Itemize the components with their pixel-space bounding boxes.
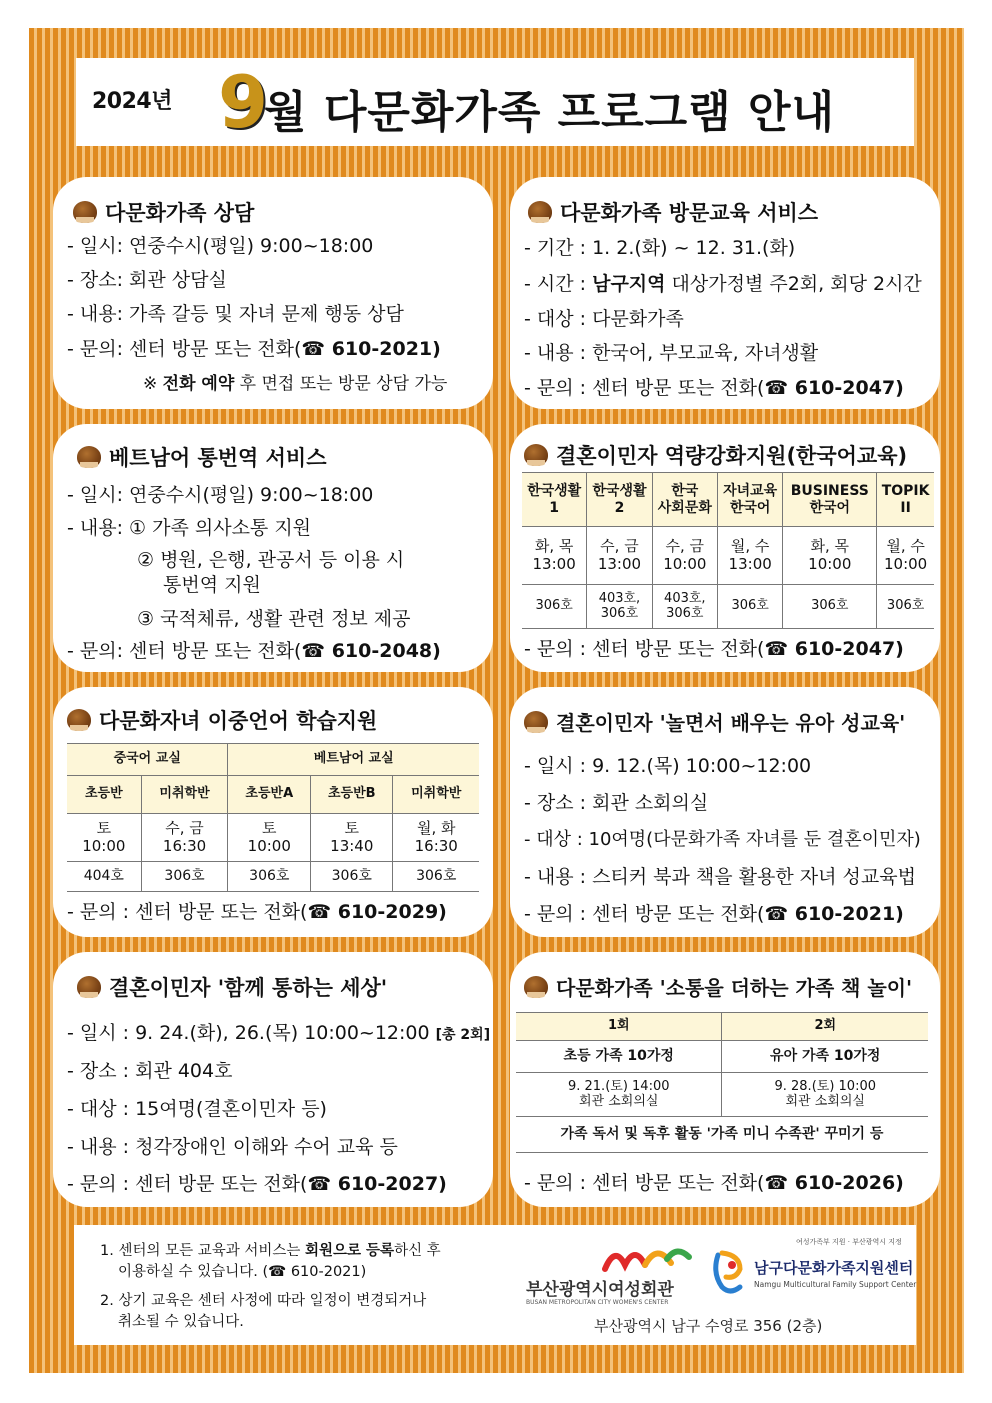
korean-room-6: 306호 [877, 585, 934, 629]
chestnut-icon [73, 201, 97, 223]
bookplay-card [510, 952, 940, 1207]
visit-time: - 시간 : 남구지역 대상가정별 주2회, 회당 2시간 [524, 273, 922, 295]
visit-period: - 기간 : 1. 2.(화) ~ 12. 31.(화) [524, 237, 796, 259]
bilingual-sub-2: 미취학반 [141, 776, 228, 814]
visit-content: - 내용 : 한국어, 부모교육, 자녀생활 [524, 342, 819, 364]
bilingual-room-1: 404호 [67, 862, 141, 892]
korean-room-1: 306호 [522, 585, 587, 629]
together-time: - 일시 : 9. 24.(화), 26.(목) 10:00~12:00 [총 2회] [67, 1022, 491, 1044]
bookplay-contact: - 문의 : 센터 방문 또는 전화(☎ 610-2026) [524, 1172, 904, 1194]
sexed-content: - 내용 : 스티커 북과 책을 활용한 자녀 성교육법 [524, 866, 916, 888]
bilingual-room-5: 306호 [393, 862, 479, 892]
korean-contact: - 문의 : 센터 방문 또는 전화(☎ 610-2047) [524, 638, 904, 660]
chestnut-icon [524, 444, 548, 466]
bookplay-date-2: 9. 28.(토) 10:00 회관 소회의실 [722, 1073, 928, 1117]
bookplay-table [516, 1012, 928, 1153]
support-center-name-en: Namgu Multicultural Family Support Center [754, 1280, 917, 1289]
footer-note-1: 1. 센터의 모든 교육과 서비스는 회원으로 등록하신 후 이용하실 수 있습니다. (☎ 610-2021) [100, 1243, 441, 1281]
counseling-title: 다문화가족 상담 [73, 197, 254, 227]
together-content: - 내용 : 청각장애인 이해와 수어 교육 등 [67, 1136, 398, 1158]
bookplay-title: 다문화가족 '소통을 더하는 가족 책 놀이' [524, 972, 912, 1001]
bookplay-group-2: 유아 가족 10가정 [722, 1041, 928, 1073]
interpret-contact: - 문의: 센터 방문 또는 전화(☎ 610-2048) [67, 640, 441, 662]
visit-contact: - 문의 : 센터 방문 또는 전화(☎ 610-2047) [524, 377, 904, 399]
bookplay-date-1: 9. 21.(토) 14:00 회관 소회의실 [516, 1073, 722, 1117]
bilingual-schedule-table [67, 743, 479, 892]
sexed-contact: - 문의 : 센터 방문 또는 전화(☎ 610-2021) [524, 903, 904, 925]
sexed-title: 결혼이민자 '놀면서 배우는 유아 성교육' [524, 707, 905, 736]
bilingual-sub-1: 초등반 [67, 776, 141, 814]
together-target: - 대상 : 15여명(결혼이민자 등) [67, 1098, 327, 1120]
visit-target: - 대상 : 다문화가족 [524, 308, 684, 330]
bookplay-group-1: 초등 가족 10가정 [516, 1041, 722, 1073]
womens-center-logo-icon [601, 1241, 693, 1273]
visit-title: 다문화가족 방문교육 서비스 [528, 197, 818, 227]
footer [74, 1225, 916, 1345]
korean-header-2: 한국생활 2 [587, 473, 652, 527]
counseling-content: - 내용: 가족 갈등 및 자녀 문제 행동 상담 [67, 303, 404, 325]
korean-time-5: 화, 목 10:00 [783, 527, 877, 585]
bilingual-card [53, 687, 493, 937]
korean-room-4: 306호 [717, 585, 782, 629]
sexed-place: - 장소 : 회관 소회의실 [524, 792, 709, 814]
sexed-card [510, 687, 940, 937]
bilingual-room-3: 306호 [228, 862, 311, 892]
bilingual-time-5: 월, 화 16:30 [393, 814, 479, 862]
korean-room-3: 403호, 306호 [652, 585, 717, 629]
chestnut-icon [67, 709, 91, 731]
together-contact: - 문의 : 센터 방문 또는 전화(☎ 610-2027) [67, 1173, 447, 1195]
interpret-content-2b: 통번역 지원 [163, 574, 261, 596]
chestnut-icon [528, 201, 552, 223]
korean-header-6: TOPIK II [877, 473, 934, 527]
korean-time-3: 수, 금 10:00 [652, 527, 717, 585]
chestnut-icon [77, 446, 101, 468]
korean-header-4: 자녀교육 한국어 [717, 473, 782, 527]
interpret-content-2: ② 병원, 은행, 관공서 등 이용 시 [137, 549, 405, 571]
counseling-contact: - 문의: 센터 방문 또는 전화(☎ 610-2021) [67, 338, 441, 360]
together-card [53, 952, 493, 1207]
sexed-target: - 대상 : 10여명(다문화가족 자녀를 둔 결혼이민자) [524, 829, 921, 850]
korean-room-2: 403호, 306호 [587, 585, 652, 629]
page-title: 월 다문화가족 프로그램 안내 [264, 87, 836, 138]
korean-schedule-table [522, 472, 934, 629]
korean-card [510, 424, 940, 672]
counseling-time: - 일시: 연중수시(평일) 9:00~18:00 [67, 235, 374, 257]
interpret-content-3: ③ 국적체류, 생활 관련 정보 제공 [137, 608, 411, 630]
korean-title: 결혼이민자 역량강화지원(한국어교육) [524, 440, 907, 470]
interpret-time: - 일시: 연중수시(평일) 9:00~18:00 [67, 484, 374, 506]
interpret-title: 베트남어 통번역 서비스 [77, 442, 326, 472]
bilingual-sub-3: 초등반A [228, 776, 311, 814]
footer-note-2: 2. 상기 교육은 센터 사정에 따라 일정이 변경되거나 취소될 수 있습니다. [100, 1293, 427, 1331]
korean-time-2: 수, 금 13:00 [587, 527, 652, 585]
counseling-note: ※ 전화 예약 후 면접 또는 방문 상담 가능 [143, 374, 448, 394]
support-center-affiliation: 여성가족부 지원 · 부산광역시 지정 [796, 1238, 902, 1246]
bilingual-time-1: 토 10:00 [67, 814, 141, 862]
address: 부산광역시 남구 수영로 356 (2층) [594, 1317, 823, 1335]
bilingual-room-4: 306호 [311, 862, 393, 892]
interpret-content-1: - 내용: ① 가족 의사소통 지원 [67, 517, 312, 539]
chestnut-icon [524, 976, 548, 998]
womens-center-name: 부산광역시여성회관 [526, 1280, 674, 1300]
bilingual-room-2: 306호 [141, 862, 228, 892]
bilingual-sub-5: 미취학반 [393, 776, 479, 814]
title-year: 2024년 [92, 89, 172, 114]
korean-header-5: BUSINESS 한국어 [783, 473, 877, 527]
bookplay-session-2: 2회 [722, 1013, 928, 1041]
visit-card [510, 177, 940, 409]
support-center-name: 남구다문화가족지원센터 [754, 1259, 914, 1277]
bookplay-session-1: 1회 [516, 1013, 722, 1041]
interpret-card [53, 424, 493, 672]
bilingual-time-3: 토 10:00 [228, 814, 311, 862]
bookplay-activity: 가족 독서 및 독후 활동 '가족 미니 수족관' 꾸미기 등 [516, 1117, 928, 1153]
bilingual-group-vietnamese: 베트남어 교실 [228, 744, 479, 776]
chestnut-icon [524, 711, 548, 733]
counseling-card [53, 177, 493, 409]
korean-time-4: 월, 수 13:00 [717, 527, 782, 585]
bilingual-group-chinese: 중국어 교실 [67, 744, 228, 776]
korean-header-1: 한국생활 1 [522, 473, 587, 527]
title-month: 9 [218, 60, 269, 144]
chestnut-icon [77, 976, 101, 998]
title-banner [76, 58, 914, 146]
bilingual-sub-4: 초등반B [311, 776, 393, 814]
bilingual-time-4: 토 13:40 [311, 814, 393, 862]
support-center-logo-icon [710, 1249, 750, 1295]
korean-header-3: 한국 사회문화 [652, 473, 717, 527]
bilingual-time-2: 수, 금 16:30 [141, 814, 228, 862]
together-title: 결혼이민자 '함께 통하는 세상' [77, 972, 387, 1002]
bilingual-title: 다문화자녀 이중언어 학습지원 [67, 705, 377, 735]
korean-room-5: 306호 [783, 585, 877, 629]
womens-center-name-en: BUSAN METROPOLITAN CITY WOMEN'S CENTER [526, 1299, 669, 1306]
bilingual-contact: - 문의 : 센터 방문 또는 전화(☎ 610-2029) [67, 901, 447, 923]
counseling-place: - 장소: 회관 상담실 [67, 269, 227, 291]
korean-time-1: 화, 목 13:00 [522, 527, 587, 585]
sexed-time: - 일시 : 9. 12.(목) 10:00~12:00 [524, 755, 812, 777]
korean-time-6: 월, 수 10:00 [877, 527, 934, 585]
together-place: - 장소 : 회관 404호 [67, 1060, 233, 1082]
